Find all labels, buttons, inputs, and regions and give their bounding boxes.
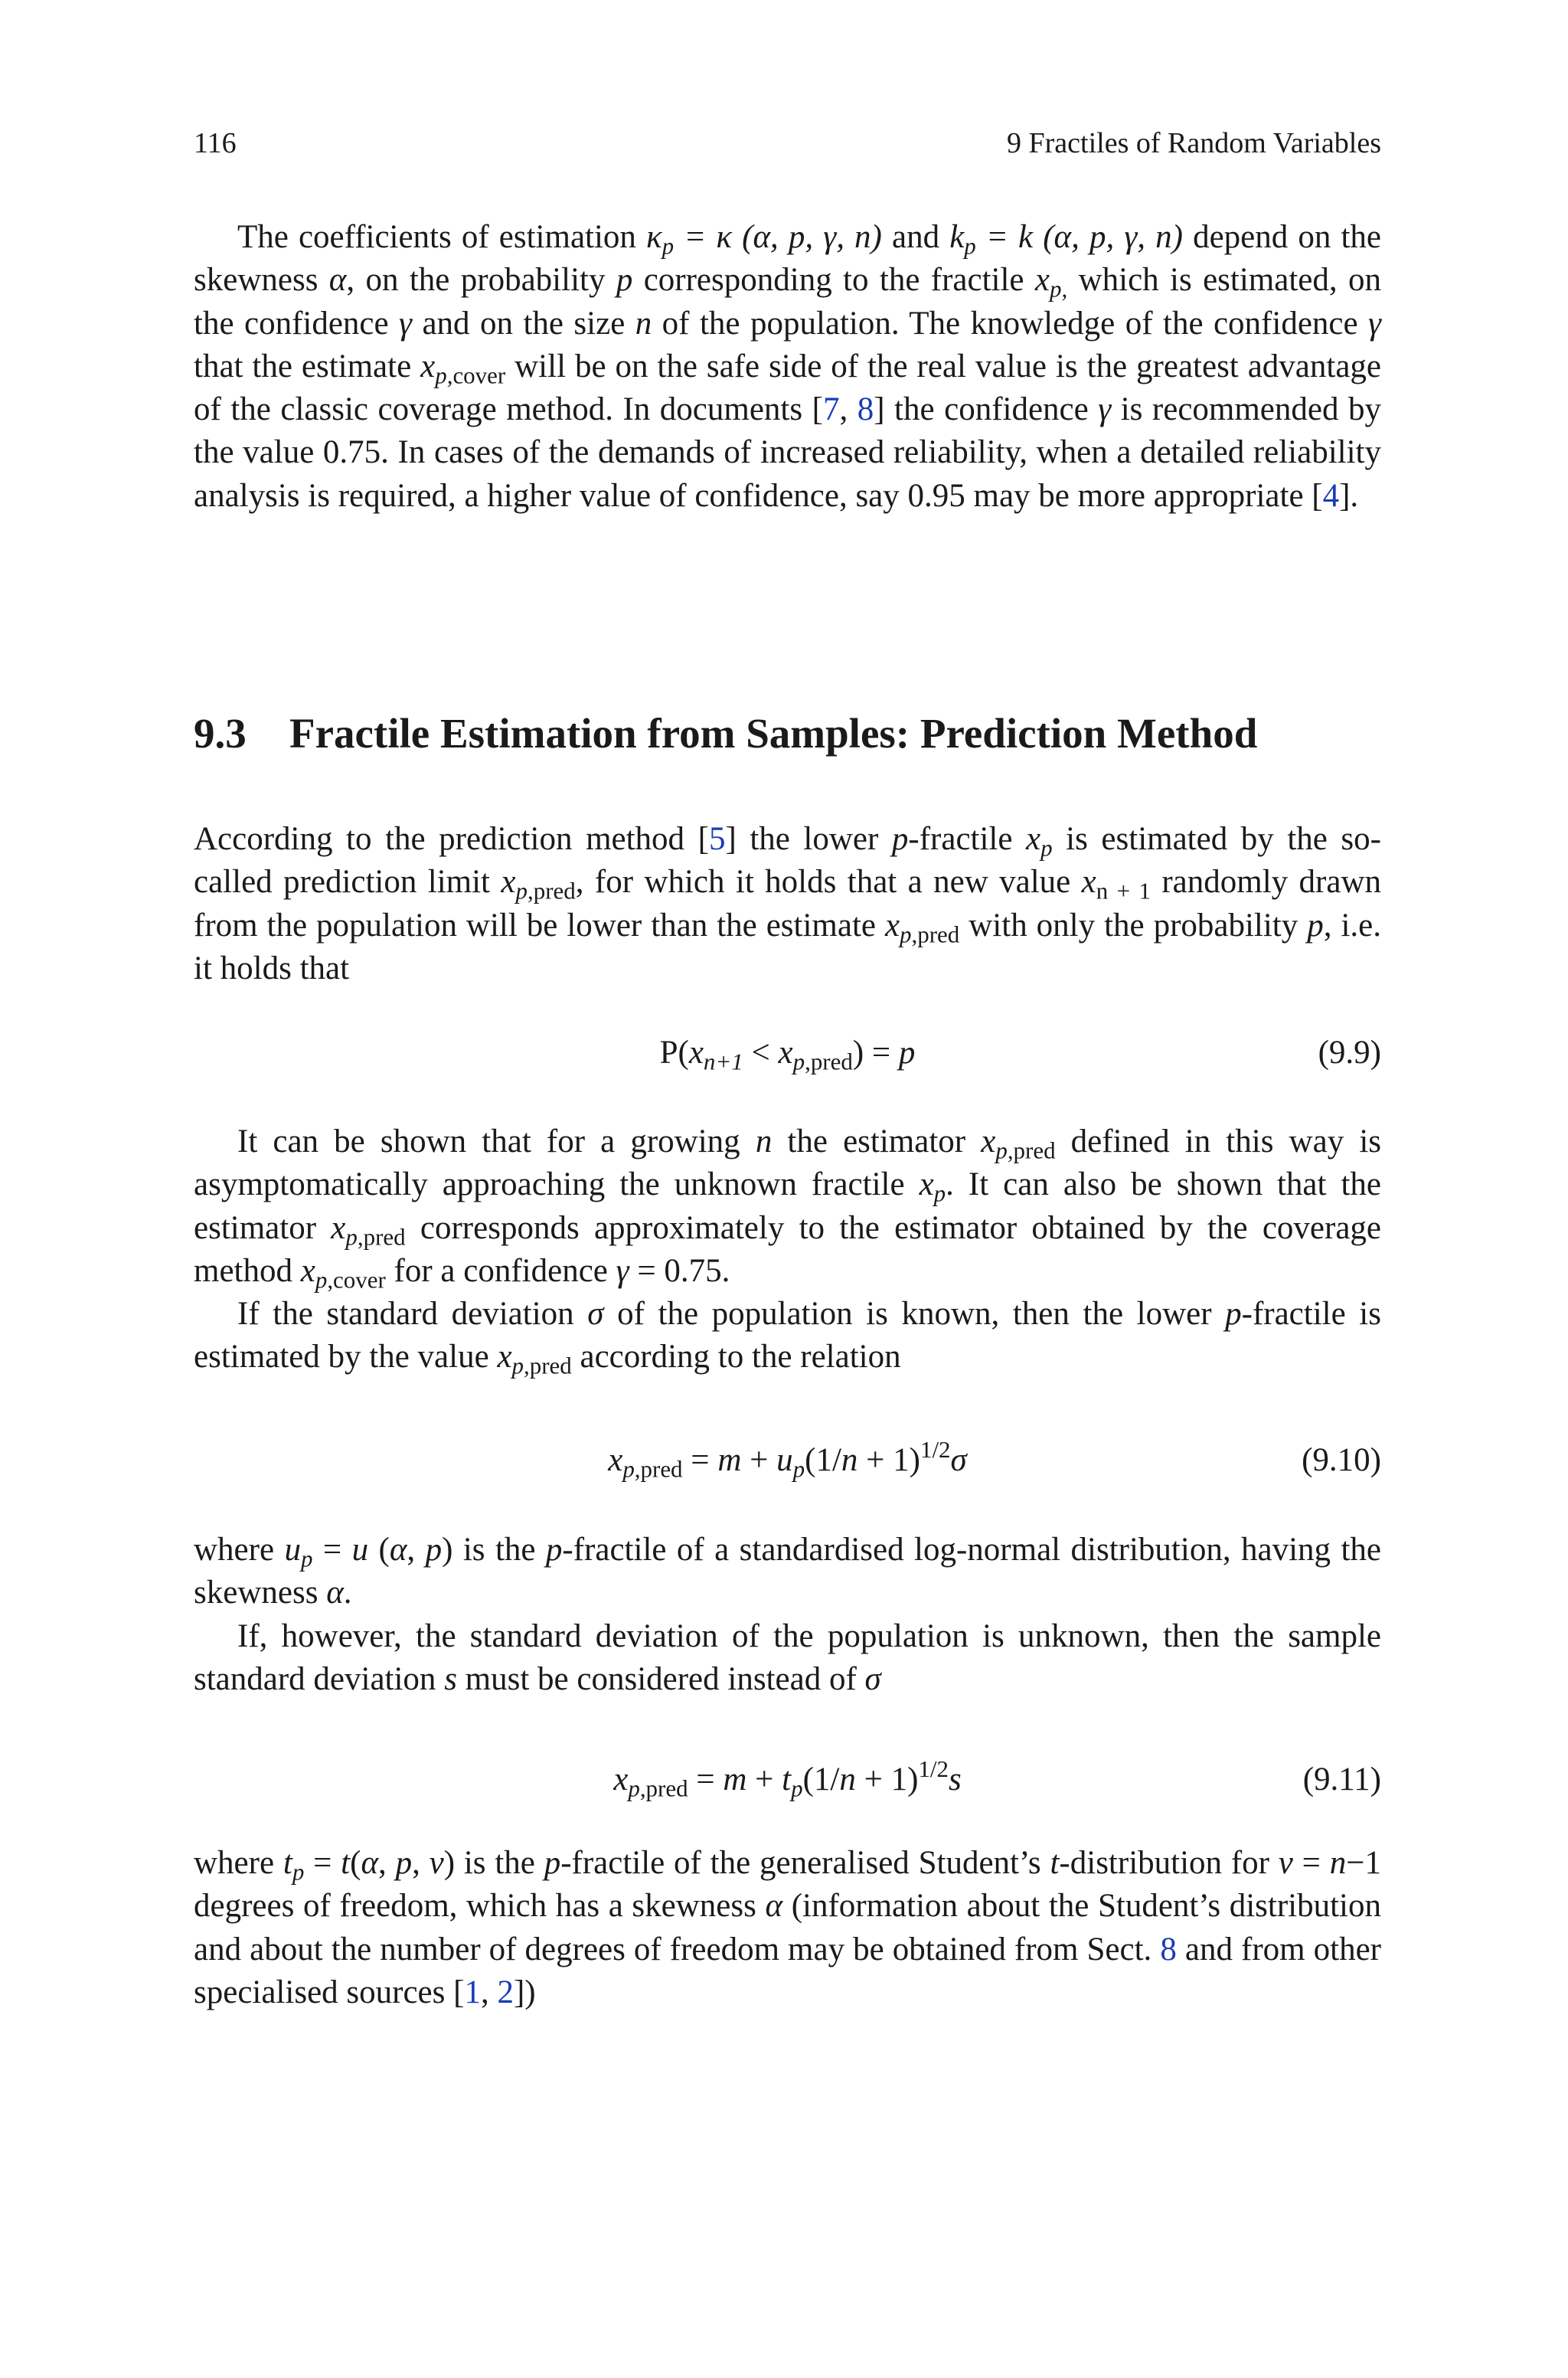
section-heading bbox=[194, 711, 1257, 757]
section-link[interactable]: 8 bbox=[1160, 1931, 1177, 1967]
equation-number: (9.9) bbox=[1318, 1035, 1381, 1071]
intro-paragraph: The coefficients of estimation $\kappa_p = \kappa$ (α, p, γ, n) and $k_p = k$ (α, p, γ, n) depend on the skewness α, on the probability p corresponding to the fractile $x_{p,}$ which is estimated, on the confidence γ and on the size n of the population. The knowledge of the confidence γ that the estimate $x_{p,cover}$ will be on the safe side of the real value is the greatest advantage of the classic coverage method. In documents [7, 8] the confidence γ is recommended by the value 0.75. In cases of the demands of increased reliability, when a detailed reliability analysis is required, a higher value of confidence, say 0.95 may be more appropriate [4]. bbox=[194, 219, 1381, 514]
equation-9-9: $P(x_{n+1} < x_{p,pred}) = p$ (9.9) bbox=[194, 1026, 1381, 1080]
equation-9-11: $x_{p,pred} = m + t_p(1/n + 1)^{1/2}s$ (9.11) bbox=[194, 1753, 1381, 1807]
section-title: Fractile Estimation from Samples: Prediction Method bbox=[289, 710, 1258, 757]
sigma-unknown-paragraph: If, however, the standard deviation of the population is unknown, then the sample standard deviation s must be considered instead of σ bbox=[194, 1618, 1381, 1698]
equation-number: (9.11) bbox=[1302, 1761, 1381, 1797]
where-t-paragraph: where $t_p = t(\alpha$, p, ν) is the p-fractile of the generalised Student’s t-distribution for ν = n−1 degrees of freedom, which has a skewness α (information about the Student’s distribution and about the number of degrees of freedom may be obtained from Sect. 8 and from other specialised sources [1, 2]) bbox=[194, 1845, 1381, 2010]
sigma-known-paragraph: If the standard deviation σ of the population is known, then the lower p-fractile is estimated by the value $x_{p,pred}$ according to the relation bbox=[194, 1296, 1381, 1379]
section-number: 9.3 bbox=[194, 710, 247, 757]
prediction-paragraph: According to the prediction method [5] the lower p-fractile $x_p$ is estimated by the so-called prediction limit $x_{p,pred}$, for which it holds that a new value $x_{n + 1}$ randomly drawn from the population will be lower than the estimate $x_{p,pred}$ with only the probability p, i.e. it holds that bbox=[194, 821, 1382, 986]
where-u-paragraph: where $u_p = u$ (α, p) is the p-fractile of a standardised log-normal distribution, having the skewness α. bbox=[194, 1532, 1381, 1611]
citation-link[interactable]: 4 bbox=[1322, 477, 1340, 514]
equation-number: (9.10) bbox=[1302, 1442, 1381, 1478]
citation-link[interactable]: 2 bbox=[497, 1974, 514, 2010]
citation-link[interactable]: 8 bbox=[857, 391, 874, 428]
page-number: 116 bbox=[194, 127, 237, 159]
citation-link[interactable]: 7 bbox=[822, 391, 840, 428]
running-title: 9 Fractiles of Random Variables bbox=[1007, 127, 1381, 159]
asymptotic-paragraph: It can be shown that for a growing n the estimator $x_{p,pred}$ defined in this way is asymptomatically approaching the unknown fractile $x_p$. It can also be shown that the estimator $x_{p,pred}$ corresponds approximately to the estimator obtained by the coverage method $x_{p,cover}$ for a confidence γ = 0.75. bbox=[194, 1124, 1382, 1294]
citation-link[interactable]: 5 bbox=[708, 821, 726, 857]
equation-9-10: $x_{p,pred} = m + u_p(1/n + 1)^{1/2}\sigma$ (9.10) bbox=[194, 1434, 1381, 1487]
citation-link[interactable]: 1 bbox=[464, 1974, 481, 2010]
